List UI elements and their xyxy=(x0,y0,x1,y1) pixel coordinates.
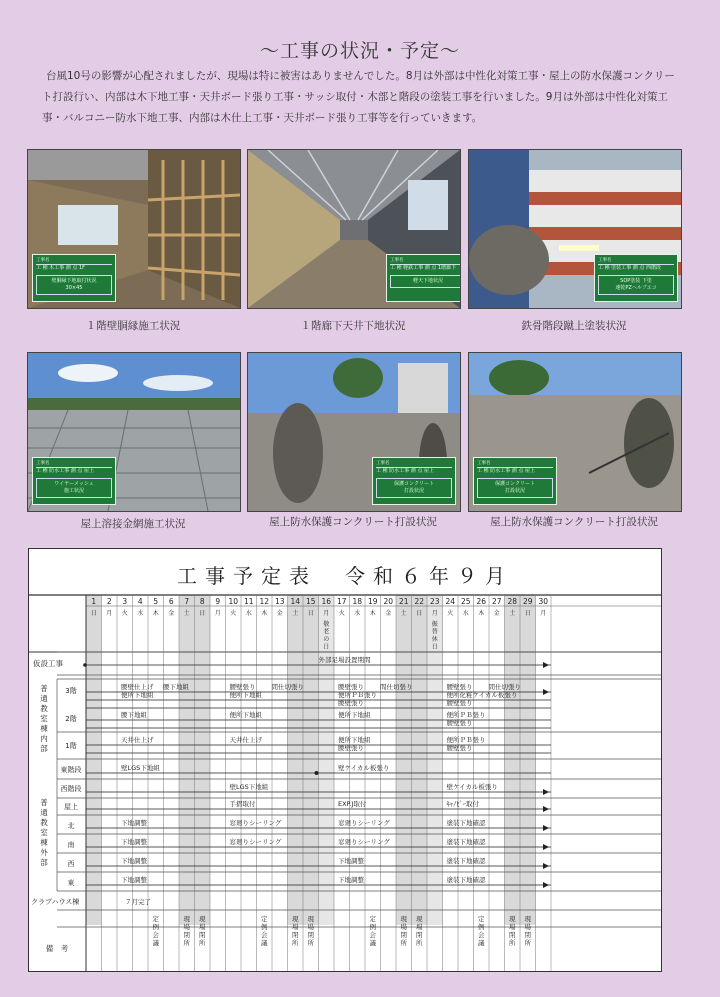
weekend-column xyxy=(303,595,319,925)
day-number: 18 xyxy=(352,597,363,606)
photo-corridor-ceiling xyxy=(247,149,461,309)
remark-text: 例 xyxy=(152,923,159,931)
remark-text: 現 xyxy=(416,915,423,923)
holiday-note: 振 xyxy=(431,621,438,628)
remark-text: 所 xyxy=(509,939,516,947)
task-label: 便所下地組 xyxy=(121,691,154,699)
board-line: 工 種 防水工事 測 点 屋上 xyxy=(36,468,94,474)
remark-text: 所 xyxy=(524,939,531,947)
remark-text: 場 xyxy=(183,923,190,931)
task-label: 腰壁張り xyxy=(446,683,473,691)
weekday-label: 月 xyxy=(214,610,221,617)
remark-text: 場 xyxy=(292,923,299,931)
photo-board xyxy=(32,457,116,505)
holiday-note: の xyxy=(323,636,330,643)
board-text: 施工状況 xyxy=(63,488,84,494)
remark-text: 所 xyxy=(416,939,423,947)
weekday-label: 火 xyxy=(230,610,237,617)
task-label: 腰壁張り xyxy=(446,744,473,752)
task-label: 壁LGS下地組 xyxy=(121,764,160,772)
weekday-label: 日 xyxy=(416,610,423,617)
task-label: 腰壁張り xyxy=(338,699,364,707)
task-label: 便所ＰＢ張り xyxy=(338,691,377,699)
task-label: 便所下地組 xyxy=(229,711,262,719)
day-number: 24 xyxy=(445,597,456,606)
day-number: 29 xyxy=(522,597,533,606)
remark-text: 会 xyxy=(369,931,376,939)
photo-caption: １階壁胴縁施工状況 xyxy=(85,320,181,332)
task-label: 便所下地組 xyxy=(338,711,371,719)
day-number: 11 xyxy=(243,597,254,606)
day-number: 1 xyxy=(91,597,97,606)
board-line: 工 種 防水工事 測 点 屋上 xyxy=(376,468,434,474)
holiday-note: 日 xyxy=(323,643,330,651)
holiday-note: 休 xyxy=(431,636,438,643)
board-text: 速乾PZヘルプエコ xyxy=(615,285,657,291)
board-text: 保護コンクリート xyxy=(495,481,535,487)
board-text: ワイヤーメッシュ xyxy=(54,481,94,487)
task-label: 外部足場設置期間 xyxy=(318,656,371,664)
remark-text: 議 xyxy=(478,939,485,947)
weekend-column xyxy=(505,595,521,925)
remark-text: 定 xyxy=(478,915,485,923)
task-label: 壁LGS下地組 xyxy=(229,783,269,791)
board-title: 工事名 xyxy=(36,460,112,468)
task-label: 壁ケイカル板張り xyxy=(446,783,498,791)
photo-caption: 屋上溶接金網施工状況 xyxy=(80,518,186,530)
weekday-label: 土 xyxy=(183,610,190,617)
weekday-label: 日 xyxy=(90,610,97,617)
arrow-head xyxy=(543,882,549,888)
board-text: 壁胴縁下地取付状況 xyxy=(51,278,97,284)
day-number: 27 xyxy=(491,597,502,606)
day-number: 14 xyxy=(290,597,301,606)
task-label: 間仕切張り xyxy=(271,683,304,691)
task-label: 腰壁張り xyxy=(338,744,364,752)
remark-text: 会 xyxy=(261,931,268,939)
task-label: ７月完了 xyxy=(125,898,151,906)
day-number: 4 xyxy=(137,597,143,606)
board-text: SOP塗装 下塗 xyxy=(620,278,652,284)
remark-text: 閉 xyxy=(416,931,423,939)
row-label: 屋上 xyxy=(64,803,78,811)
day-number: 20 xyxy=(383,597,394,606)
task-label: 下地調整 xyxy=(121,819,147,827)
day-number: 28 xyxy=(507,597,518,606)
group-label: 部 xyxy=(40,744,48,753)
remark-text: 場 xyxy=(199,923,206,931)
task-label: 下地調整 xyxy=(338,876,364,884)
row-label: 西階段 xyxy=(60,785,82,793)
remark-text: 議 xyxy=(261,939,268,947)
task-label: 腰壁張り xyxy=(338,683,364,691)
task-label: 塗装下地確認 xyxy=(446,876,486,884)
remark-text: 閉 xyxy=(509,931,516,939)
group-label: 棟 xyxy=(40,724,48,733)
weekday-label: 木 xyxy=(369,610,376,617)
remark-text: 現 xyxy=(307,915,314,923)
photo-roof-mesh xyxy=(27,352,241,512)
group-label: 室 xyxy=(40,714,48,723)
task-label: 手摺取付 xyxy=(229,800,256,808)
arrow-head xyxy=(543,662,549,668)
task-label: 下地調整 xyxy=(121,838,147,846)
board-line: 工 種 木工事 測 点 1F xyxy=(36,265,86,271)
weekday-label: 金 xyxy=(385,610,392,617)
weekday-label: 金 xyxy=(493,610,500,617)
day-number: 12 xyxy=(259,597,270,606)
photo-board xyxy=(473,457,557,505)
day-number: 26 xyxy=(476,597,487,606)
remark-text: 現 xyxy=(183,915,190,923)
remark-text: 閉 xyxy=(183,931,190,939)
weekday-label: 月 xyxy=(540,610,547,617)
group-label: 教 xyxy=(40,704,48,713)
board-text: 保護コンクリート xyxy=(394,481,434,487)
weekday-label: 金 xyxy=(276,610,283,617)
task-label: 壁ケイカル板張り xyxy=(338,764,390,772)
weekend-column xyxy=(412,595,428,925)
task-label: 窓廻りシーリング xyxy=(338,838,390,846)
day-number: 15 xyxy=(305,597,316,606)
remark-text: 所 xyxy=(183,939,190,947)
row-label: 東 xyxy=(67,879,75,887)
remark-text: 定 xyxy=(369,915,376,923)
board-text: 軽天下地状況 xyxy=(412,278,443,284)
weekend-column xyxy=(195,595,211,925)
photo-board xyxy=(386,254,461,302)
weekday-label: 水 xyxy=(354,610,361,617)
weekday-label: 金 xyxy=(168,610,175,617)
task-label: 天井仕上げ xyxy=(121,736,154,744)
weekend-column xyxy=(520,595,536,925)
task-label: 下地調整 xyxy=(121,857,147,865)
weekday-label: 土 xyxy=(509,610,516,617)
row-label: 備 考 xyxy=(45,944,69,953)
weekday-label: 木 xyxy=(152,610,159,617)
group-label: 外 xyxy=(40,848,48,857)
weekday-label: 木 xyxy=(261,610,268,617)
group-label: 教 xyxy=(40,818,48,827)
board-title: 工事名 xyxy=(376,460,452,468)
task-label: 下地調整 xyxy=(121,876,147,884)
board-text: 打設状況 xyxy=(504,488,525,494)
remark-text: 場 xyxy=(416,923,423,931)
photo-roof-concrete-1 xyxy=(247,352,461,512)
task-label: 塗装下地確認 xyxy=(446,838,486,846)
day-number: 5 xyxy=(153,597,159,606)
weekday-label: 火 xyxy=(121,610,128,617)
weekday-label: 水 xyxy=(462,610,469,617)
task-label: 塗装下地確認 xyxy=(446,819,486,827)
day-number: 21 xyxy=(398,597,409,606)
remark-text: 場 xyxy=(509,923,516,931)
remark-text: 例 xyxy=(478,923,485,931)
photo-caption: 屋上防水保護コンクリート打設状況 xyxy=(269,516,437,528)
weekend-column xyxy=(396,595,412,925)
remark-text: 閉 xyxy=(524,931,531,939)
row-label: 3階 xyxy=(65,687,77,695)
day-number: 17 xyxy=(336,597,347,606)
photo-stair-painting xyxy=(468,149,682,309)
schedule-title: 工事予定表 令和６年９月 xyxy=(177,564,513,588)
day-number: 25 xyxy=(460,597,471,606)
board-title: 工事名 xyxy=(36,257,112,265)
task-label: EXP.J取付 xyxy=(338,800,367,808)
remark-text: 現 xyxy=(400,915,407,923)
weekend-column xyxy=(288,595,304,925)
photo-roof-concrete-2 xyxy=(468,352,682,512)
remark-text: 会 xyxy=(478,931,485,939)
photo-board xyxy=(32,254,116,302)
task-label: ｷｬﾉﾋﾟｰ取付 xyxy=(446,800,479,808)
day-number: 23 xyxy=(429,597,440,606)
weekday-label: 水 xyxy=(245,610,252,617)
weekday-label: 土 xyxy=(292,610,299,617)
task-label: 塗装下地確認 xyxy=(446,857,486,865)
board-line: 工 種 防水工事 測 点 屋上 xyxy=(477,468,535,474)
task-label: 天井仕上げ xyxy=(229,736,262,744)
group-label: 通 xyxy=(40,808,48,817)
group-label: 普 xyxy=(40,798,48,807)
holiday-note: 替 xyxy=(431,628,438,636)
photo-caption: 屋上防水保護コンクリート打設状況 xyxy=(490,516,658,528)
bar-start-dot xyxy=(83,663,87,667)
remark-text: 所 xyxy=(400,939,407,947)
day-number: 16 xyxy=(321,597,332,606)
day-number: 6 xyxy=(168,597,174,606)
weekday-label: 日 xyxy=(307,610,314,617)
group-label: 普 xyxy=(40,684,48,693)
remark-text: 所 xyxy=(199,939,206,947)
weekday-label: 木 xyxy=(478,610,485,617)
remark-text: 定 xyxy=(152,915,159,923)
weekday-label: 日 xyxy=(199,610,206,617)
row-label: 1階 xyxy=(65,742,77,750)
day-number: 13 xyxy=(274,597,285,606)
construction-schedule xyxy=(28,548,662,972)
day-number: 22 xyxy=(414,597,425,606)
day-number: 8 xyxy=(199,597,205,606)
row-label: 仮設工事 xyxy=(33,659,63,668)
day-number: 2 xyxy=(106,597,112,606)
day-number: 19 xyxy=(367,597,378,606)
task-label: 腰壁仕上げ xyxy=(121,683,154,691)
task-label: 腰壁張り xyxy=(229,683,256,691)
remark-text: 議 xyxy=(369,939,376,947)
group-label: 室 xyxy=(40,828,48,837)
arrow-head xyxy=(543,863,549,869)
weekday-label: 土 xyxy=(400,610,407,617)
remark-text: 現 xyxy=(199,915,206,923)
arrow-head xyxy=(543,844,549,850)
remark-text: 例 xyxy=(261,923,268,931)
board-text: 打設状況 xyxy=(403,488,424,494)
remark-text: 場 xyxy=(400,923,407,931)
remark-text: 所 xyxy=(307,939,314,947)
weekday-label: 火 xyxy=(338,610,345,617)
holiday-note: 日 xyxy=(431,643,438,651)
arrow-head xyxy=(543,806,549,812)
remark-text: 議 xyxy=(152,939,159,947)
task-label: 腰下地組 xyxy=(163,683,189,691)
day-number: 9 xyxy=(215,597,221,606)
intro-paragraph: 台風10号の影響が心配されましたが、現場は特に被害はありませんでした。8月は外部は中性化対策工事・屋上の防水保護コンクリート打設行い、内部は木下地工事・天井ボード張り工事・サッシ取付・木部と階段の塗装工事を行いました。9月は外部は中性化対策工事・バルコニー防水下地工事、内部は木仕上工事・天井ボード張り工事等を行っていきます。 xyxy=(42,70,675,124)
arrow-head xyxy=(543,789,549,795)
remark-text: 例 xyxy=(369,923,376,931)
remark-text: 所 xyxy=(292,939,299,947)
task-label: 便所ＰＢ張り xyxy=(446,711,486,719)
board-text: 30×45 xyxy=(65,285,83,291)
day-number: 30 xyxy=(538,597,549,606)
task-label: 便所下地組 xyxy=(229,691,262,699)
remark-text: 場 xyxy=(524,923,531,931)
remark-text: 現 xyxy=(509,915,516,923)
photo-wall-furring xyxy=(27,149,241,309)
photo-caption: 鉄骨階段蹴上塗装状況 xyxy=(521,320,627,332)
photo-board xyxy=(372,457,456,505)
bar-end-dot xyxy=(315,771,319,775)
weekday-label: 月 xyxy=(323,610,330,617)
board-line: 工 種 塗装工事 測 点 西階段 xyxy=(598,265,661,271)
schedule-grid xyxy=(29,549,661,971)
arrow-head xyxy=(543,825,549,831)
row-label: 東階段 xyxy=(60,766,82,774)
remark-text: 閉 xyxy=(307,931,314,939)
row-label: 2階 xyxy=(65,715,77,723)
board-line: 工 種 軽鉄工事 測 点 1階廊下 xyxy=(390,265,457,271)
holiday-note: 老 xyxy=(323,628,330,636)
task-label: 便所下地組 xyxy=(338,736,371,744)
remark-text: 場 xyxy=(307,923,314,931)
task-label: 腰壁張り xyxy=(446,699,473,707)
remark-text: 閉 xyxy=(292,931,299,939)
group-label: 通 xyxy=(40,694,48,703)
group-label: 部 xyxy=(40,858,48,867)
group-label: 棟 xyxy=(40,838,48,847)
remark-text: 現 xyxy=(524,915,531,923)
task-label: 腰下地組 xyxy=(121,711,147,719)
remark-text: 現 xyxy=(292,915,299,923)
row-label: クラブハウス棟 xyxy=(31,898,80,906)
task-label: 窓廻りシーリング xyxy=(338,819,390,827)
task-label: 下地調整 xyxy=(338,857,364,865)
remark-text: 会 xyxy=(152,931,159,939)
group-label: 内 xyxy=(40,734,48,743)
row-label: 南 xyxy=(67,841,75,849)
weekday-label: 月 xyxy=(106,610,113,617)
weekend-column xyxy=(86,595,102,925)
day-number: 7 xyxy=(184,597,190,606)
weekend-column xyxy=(179,595,195,925)
day-number: 3 xyxy=(122,597,128,606)
task-label: 腰壁張り xyxy=(446,719,473,727)
arrow-head xyxy=(543,689,549,695)
task-label: 便所化粧ケイカル板張り xyxy=(446,691,518,699)
page-title: ～工事の状況・予定～ xyxy=(259,40,460,62)
weekday-label: 火 xyxy=(447,610,454,617)
task-label: 間仕切張り xyxy=(380,683,413,691)
day-number: 10 xyxy=(228,597,239,606)
row-label: 西 xyxy=(67,860,75,868)
remark-text: 定 xyxy=(261,915,268,923)
photo-board xyxy=(594,254,678,302)
task-label: 間仕切張り xyxy=(488,683,521,691)
weekday-label: 日 xyxy=(524,610,531,617)
holiday-note: 敬 xyxy=(323,621,330,628)
board-title: 工事名 xyxy=(477,460,553,468)
task-label: 窓廻りシーリング xyxy=(229,838,282,846)
weekday-label: 水 xyxy=(137,610,144,617)
row-label: 北 xyxy=(67,822,75,830)
task-label: 便所ＰＢ張り xyxy=(446,736,486,744)
weekday-label: 月 xyxy=(431,610,438,617)
board-title: 工事名 xyxy=(598,257,674,265)
task-label: 窓廻りシーリング xyxy=(229,819,282,827)
board-title: 工事名 xyxy=(390,257,461,265)
remark-text: 閉 xyxy=(199,931,206,939)
remark-text: 閉 xyxy=(400,931,407,939)
photo-caption: １階廊下天井下地状況 xyxy=(300,320,406,332)
